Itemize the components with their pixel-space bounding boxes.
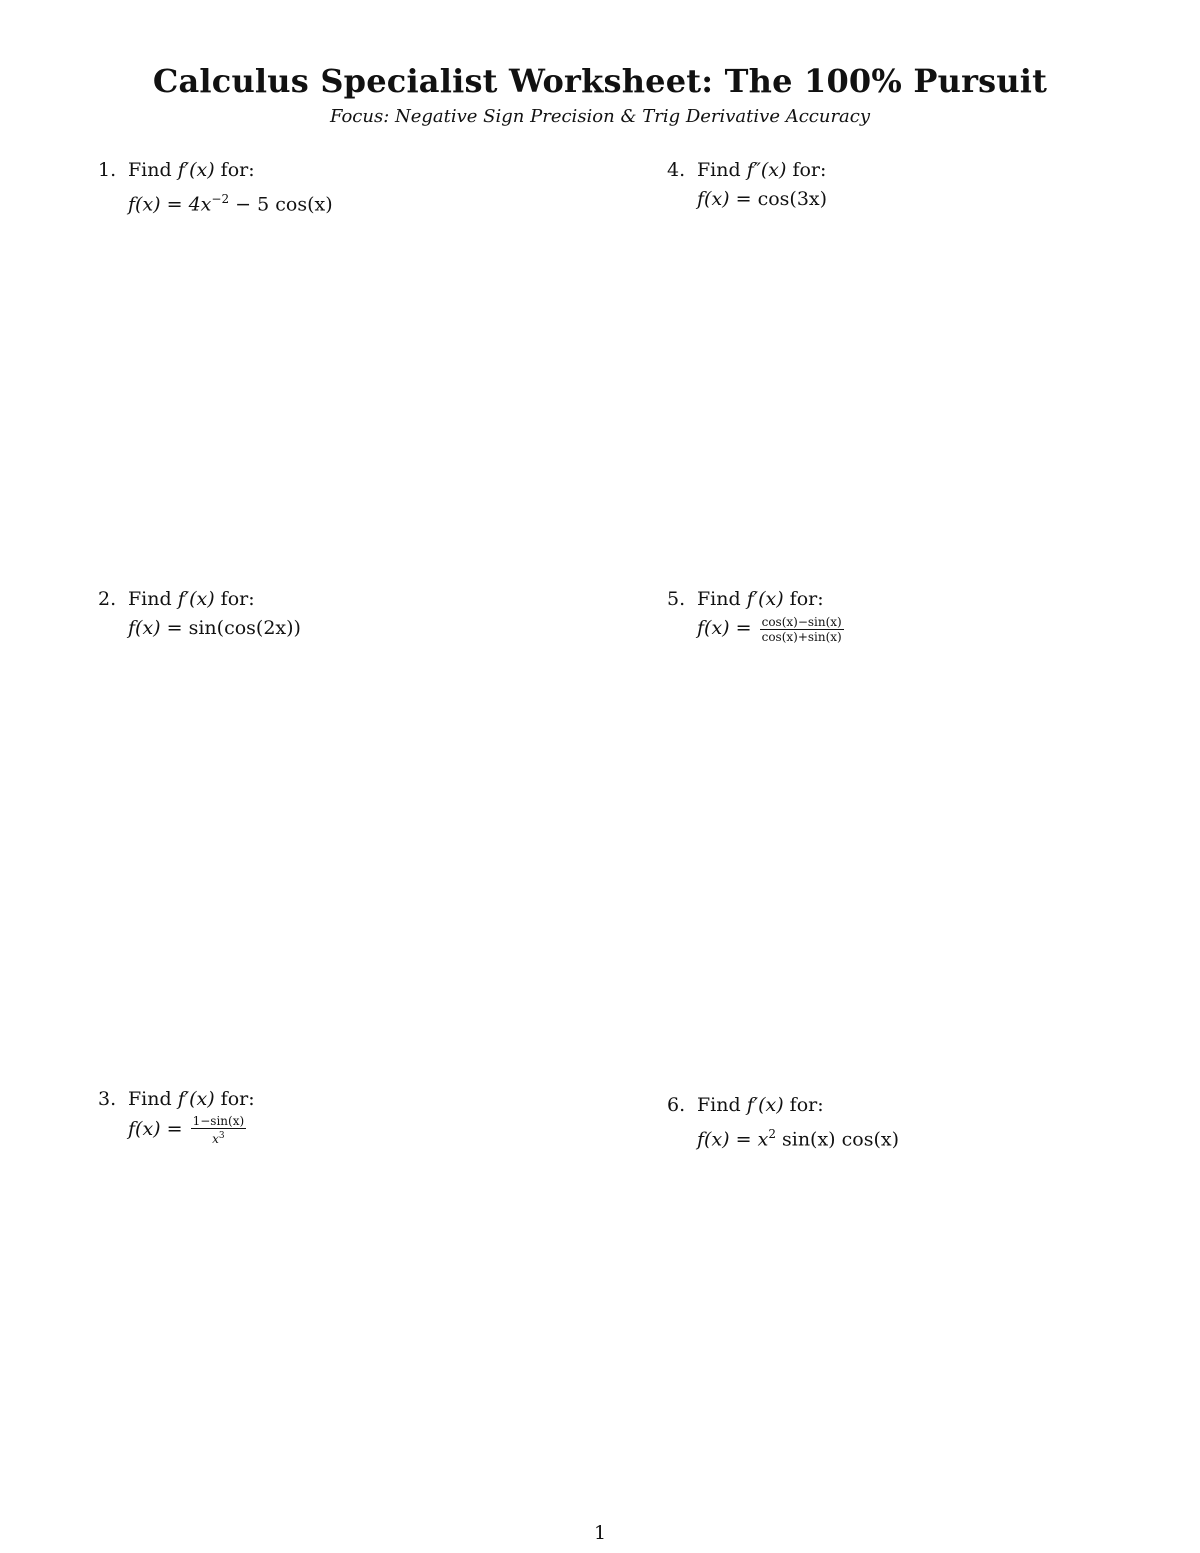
- problem-prompt: Find: [697, 588, 741, 610]
- problem-target: f′(x): [177, 588, 215, 610]
- function-expr-tail: sin(x) cos(x): [775, 1128, 900, 1151]
- problem-function: [98, 614, 578, 643]
- denominator-exponent: 3: [218, 1131, 225, 1141]
- problem-3: [98, 1085, 578, 1146]
- function-lhs: f(x) =: [697, 617, 752, 639]
- function-expr: x: [757, 1128, 769, 1151]
- function-expr: cos(3x): [757, 188, 828, 210]
- page-subtitle: Focus: Negative Sign Precision & Trig Derivative Accuracy: [329, 106, 871, 127]
- function-expr: sin(cos(2x)): [188, 617, 301, 639]
- problem-number: 5.: [667, 588, 686, 610]
- fraction-denominator: cos(x)+sin(x): [761, 629, 842, 644]
- function-lhs: f(x) =: [128, 193, 183, 216]
- function-exponent: −2: [211, 192, 230, 206]
- function-lhs: f(x) =: [128, 617, 183, 639]
- fraction-denominator: [191, 1129, 247, 1146]
- problem-number: 3.: [98, 1088, 117, 1110]
- problem-function: [667, 614, 1147, 644]
- page-title: Calculus Specialist Worksheet: The 100% Pursuit: [152, 62, 1048, 100]
- function-expr: 4x: [188, 193, 212, 216]
- problem-2: [98, 585, 578, 643]
- problem-number: 2.: [98, 588, 117, 610]
- problem-suffix: for:: [220, 588, 255, 610]
- problem-target: f′(x): [746, 588, 784, 610]
- problem-suffix: for:: [789, 588, 824, 610]
- problem-suffix: for:: [220, 1088, 255, 1110]
- problem-5: [667, 585, 1147, 644]
- problem-1: [98, 156, 578, 219]
- fraction-numerator: cos(x)−sin(x): [761, 614, 842, 629]
- problem-target: f′(x): [177, 1088, 215, 1110]
- problem-suffix: for:: [792, 159, 827, 181]
- problem-target: f′(x): [746, 1094, 784, 1116]
- problem-number: 4.: [667, 159, 686, 181]
- function-lhs: f(x) =: [128, 1118, 183, 1140]
- function-exponent: 2: [768, 1127, 776, 1141]
- problem-function: [98, 185, 578, 219]
- function-expr-tail: − 5 cos(x): [229, 193, 333, 216]
- denominator-base: x: [212, 1132, 219, 1146]
- function-fraction: [191, 1114, 247, 1146]
- problem-prompt: Find: [128, 588, 172, 610]
- function-fraction: [760, 615, 844, 644]
- problem-prompt: Find: [697, 1094, 741, 1116]
- problem-prompt: Find: [128, 159, 172, 181]
- problem-target: f′(x): [177, 159, 215, 181]
- problem-prompt: Find: [697, 159, 741, 181]
- problem-6: [667, 1091, 1147, 1154]
- problem-number: 6.: [667, 1094, 686, 1116]
- problem-function: [98, 1114, 578, 1146]
- page-number: 1: [593, 1522, 607, 1544]
- problem-number: 1.: [98, 159, 117, 181]
- problem-function: [667, 1120, 1147, 1154]
- function-lhs: f(x) =: [697, 1128, 752, 1151]
- function-lhs: f(x) =: [697, 188, 752, 210]
- problem-suffix: for:: [789, 1094, 824, 1116]
- problem-target: f″(x): [746, 159, 787, 181]
- problem-prompt: Find: [128, 1088, 172, 1110]
- problem-function: [667, 185, 1147, 214]
- fraction-numerator: 1−sin(x): [192, 1114, 245, 1128]
- problem-4: [667, 156, 1147, 214]
- problem-suffix: for:: [220, 159, 255, 181]
